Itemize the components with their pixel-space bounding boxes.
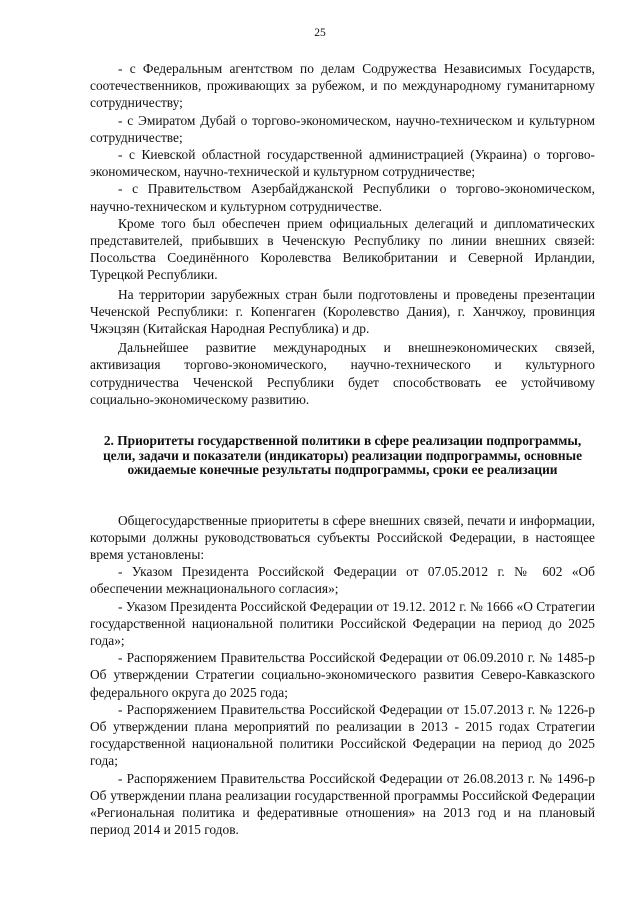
paragraph-dubai: - с Эмиратом Дубай о торгово-экономическом, научно-техническом и культурном сотрудничестве; <box>90 112 595 145</box>
paragraph-delegations: Кроме того был обеспечен прием официальных делегаций и дипломатических представителей, прибывших в Чеченскую Республику по линии внешних связей: Посольства Соединённого Королевства Великобритании и Северной Ирландии, Турецкой Республики. <box>90 215 595 283</box>
list-item-order-1485: - Распоряжением Правительства Российской Федерации от 06.09.2010 г. № 1485-р Об утверждении Стратегии социально-экономического развития Северо-Кавказского федерального округа до 2025 года; <box>90 650 595 700</box>
paragraph-priorities: Общегосударственные приоритеты в сфере внешних связей, печати и информации, которыми должны руководствоваться субъекты Российской Федерации, в настоящее время установлены: <box>90 512 595 562</box>
paragraph-kiev: - с Киевской областной государственной администрацией (Украина) о торгово-экономическом, научно-технической и культурном сотрудничестве; <box>90 147 595 180</box>
list-item-decree-602: - Указом Президента Российской Федерации от 07.05.2012 г. № 602 «Об обеспечении межнационального согласия»; <box>90 564 595 597</box>
section-heading: 2. Приоритеты государственной политики в сфере реализации подпрограммы, цели, задачи и показатели (индикаторы) реализации подпрограммы, основные ожидаемые конечные результаты подпрограммы, сроки ее реализации <box>102 433 583 478</box>
paragraph-cis-agency: - с Федеральным агентством по делам Содружества Независимых Государств, соотечественников, проживающих за рубежом, и по международному гуманитарному сотрудничеству; <box>90 61 595 111</box>
paragraph-azerbaijan: - с Правительством Азербайджанской Республики о торгово-экономическом, научно-техническом и культурном сотрудничестве. <box>90 181 595 214</box>
list-item-decree-1666: - Указом Президента Российской Федерации от 19.12. 2012 г. № 1666 «О Стратегии государственной национальной политики Российской Федерации на период до 2025 года»; <box>90 598 595 648</box>
page-number: 25 <box>314 27 326 39</box>
paragraph-development: Дальнейшее развитие международных и внешнеэкономических связей, активизация торгово-экономического, научно-технического и культурного сотрудничества Чеченской Республики будет способствовать ее устойчивому социально-экономическому развитию. <box>90 340 595 407</box>
list-item-order-1226: - Распоряжением Правительства Российской Федерации от 15.07.2013 г. № 1226-р Об утверждении плана мероприятий по реализации в 2013 - 2015 годах Стратегии государственной национальной политики Российской Федерации на период до 2025 года; <box>90 701 595 769</box>
paragraph-presentations: На территории зарубежных стран были подготовлены и проведены презентации Чеченской Республики: г. Копенгаген (Королевство Дания), г. Ханчжоу, провинция Чжэцзян (Китайская Народная Республика) и др. <box>90 286 595 337</box>
list-item-order-1496: - Распоряжением Правительства Российской Федерации от 26.08.2013 г. № 1496-р Об утверждении плана реализации государственной программы Российской Федерации «Региональная политика и федеративные отношения» на 2013 год и на плановый период 2014 и 2015 годов. <box>90 770 595 838</box>
document-body <box>90 60 595 838</box>
